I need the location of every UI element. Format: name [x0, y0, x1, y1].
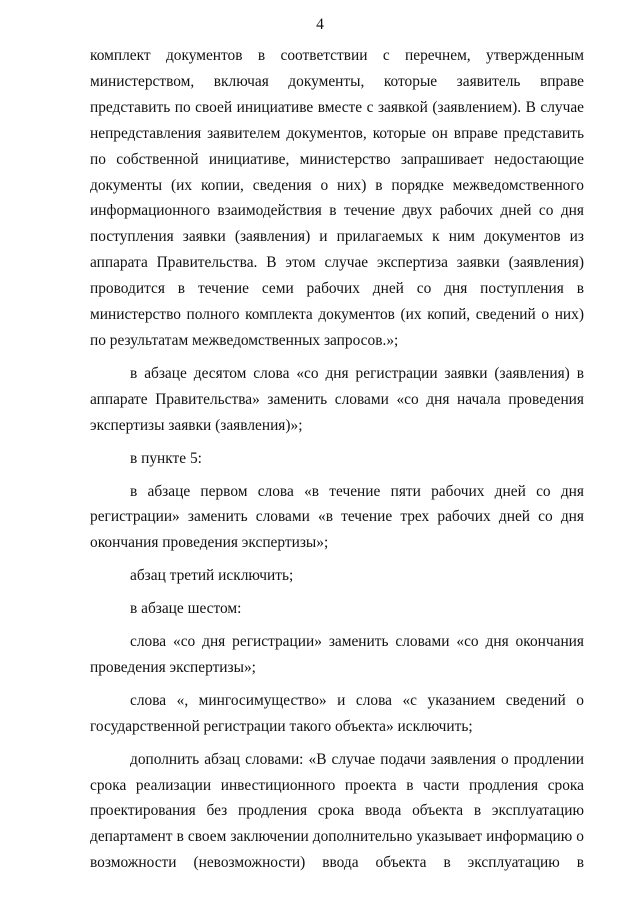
- paragraph-paragraph-six-heading: в абзаце шестом:: [130, 600, 242, 618]
- paragraph-continuation: комплект документов в соответствии с перечнем, утвержденным министерством, включая документы, которые заявитель вправе представить по своей инициативе вместе с заявкой (заявлением). В случае непредставления заявителем документов, которые он вправе представить по собственной инициативе, министерство запрашивает недостающие документы (их копии, сведения о них) в порядке межведомственного информационного взаимодействия в течение двух рабочих дней со дня поступления заявки (заявления) и прилагаемых к ним документов из аппарата Правительства. В этом случае экспертиза заявки (заявления) проводится в течение семи рабочих дней со дня поступления в министерство полного комплекта документов (их копий, сведений о них) по результатам межведомственных запросов.»;: [90, 47, 584, 349]
- paragraph-paragraph-three-delete: абзац третий исключить;: [130, 567, 294, 585]
- paragraph-amendment-paragraph-ten: в абзаце десятом слова «со дня регистрации заявки (заявления) в аппарате Правительства» заменить словами «со дня начала проведения экспертизы заявки (заявления)»;: [90, 364, 584, 434]
- document-body: [90, 43, 584, 876]
- paragraph-replace-registration-words: слова «со дня регистрации» заменить словами «со дня окончания проведения экспертизы»;: [90, 633, 584, 676]
- paragraph-amendment-paragraph-one: в абзаце первом слова «в течение пяти рабочих дней со дня регистрации» заменить словами «в течение трех рабочих дней со дня окончания проведения экспертизы»;: [90, 482, 584, 552]
- paragraph-delete-words: слова «, мингосимущество» и слова «с указанием сведений о государственной регистрации такого объекта» исключить;: [90, 691, 584, 735]
- page-number: 4: [316, 16, 324, 33]
- paragraph-supplement-paragraph: дополнить абзац словами: «В случае подачи заявления о продлении срока реализации инвестиционного проекта в части продления срока проектирования без продления срока ввода объекта в эксплуатацию департамент в своем заключении дополнительно указывает информацию о возможности (невозможности) ввода объекта в эксплуатацию в: [90, 750, 584, 872]
- paragraph-clause-5-heading: в пункте 5:: [130, 449, 202, 467]
